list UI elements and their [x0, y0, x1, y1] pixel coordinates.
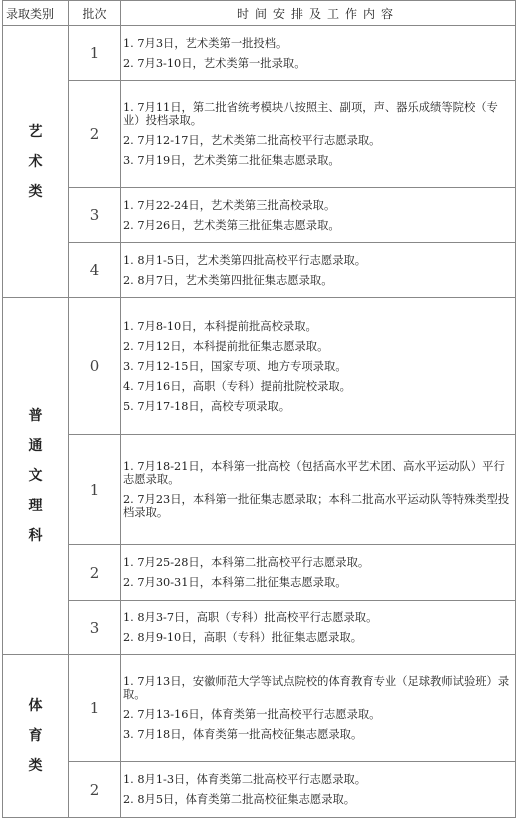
schedule-item: 2. 8月9-10日，高职（专科）批征集志愿录取。: [123, 631, 362, 644]
batch-number: 1: [69, 435, 121, 545]
schedule-item: 2. 8月7日，艺术类第四批征集志愿录取。: [123, 273, 333, 287]
header-category: 录取类别: [3, 1, 69, 26]
schedule-item: 3. 7月18日，体育类第一批高校征集志愿录取。: [123, 728, 363, 741]
schedule-content: [121, 762, 516, 818]
header-content: 时间安排及工作内容: [121, 1, 516, 26]
schedule-item: 4. 7月16日，高职（专科）提前批院校录取。: [123, 379, 351, 393]
table-row: [3, 762, 516, 818]
schedule-content: [121, 435, 516, 545]
batch-number: 2: [69, 545, 121, 601]
batch-number: 0: [69, 298, 121, 435]
schedule-content: [121, 655, 516, 762]
category-label: 普 通 文 理 科: [28, 408, 43, 544]
schedule-item: 2. 7月12日，本科提前批征集志愿录取。: [123, 339, 329, 353]
batch-number: 2: [69, 762, 121, 818]
category-cell: [3, 26, 69, 298]
table-row: [3, 545, 516, 601]
batch-number: 1: [69, 26, 121, 81]
schedule-item: 1. 7月22-24日，艺术类第三批高校录取。: [123, 198, 336, 212]
schedule-item: 1. 7月18-21日，本科第一批高校（包括高水平艺术团、高水平运动队）平行志愿录取。: [123, 460, 505, 486]
schedule-item: 1. 8月1-3日，体育类第二批高校平行志愿录取。: [123, 773, 367, 786]
table-body: [3, 26, 516, 818]
schedule-item: 2. 7月26日，艺术类第三批征集志愿录取。: [123, 218, 340, 232]
category-label: 艺 术 类: [28, 123, 43, 200]
header-row: [3, 1, 516, 26]
schedule-item: 5. 7月17-18日，高校专项录取。: [123, 399, 291, 413]
table-row: [3, 188, 516, 243]
category-cell: [3, 298, 69, 655]
schedule-content: [121, 81, 516, 188]
schedule-item: 1. 7月13日，安徽师范大学等试点院校的体育教育专业（足球教师试验班）录取。: [123, 675, 510, 701]
schedule-item: 1. 7月25-28日，本科第二批高校平行志愿录取。: [123, 556, 370, 569]
schedule-item: 2. 7月23日，本科第一批征集志愿录取；本科二批高水平运动队等特殊类型投档录取。: [123, 493, 510, 519]
batch-number: 3: [69, 188, 121, 243]
table-row: [3, 26, 516, 81]
admission-schedule-table: [2, 0, 516, 818]
batch-number: 4: [69, 243, 121, 298]
schedule-content: [121, 298, 516, 435]
schedule-content: [121, 26, 516, 81]
schedule-item: 1. 8月1-5日，艺术类第四批高校平行志愿录取。: [123, 253, 367, 267]
batch-number: 2: [69, 81, 121, 188]
schedule-item: 2. 8月5日，体育类第二批高校征集志愿录取。: [123, 793, 356, 806]
schedule-content: [121, 188, 516, 243]
table-row: [3, 298, 516, 435]
batch-number: 1: [69, 655, 121, 762]
header-batch: 批次: [69, 1, 121, 26]
table-row: [3, 655, 516, 762]
schedule-item: 1. 7月8-10日，本科提前批高校录取。: [123, 319, 317, 333]
schedule-item: 3. 7月12-15日，国家专项、地方专项录取。: [123, 359, 347, 373]
table-row: [3, 601, 516, 655]
schedule-item: 1. 7月3日，艺术类第一批投档。: [123, 36, 288, 50]
category-label: 体 育 类: [28, 698, 43, 774]
table-row: [3, 435, 516, 545]
schedule-item: 1. 8月3-7日，高职（专科）批高校平行志愿录取。: [123, 611, 378, 624]
schedule-content: [121, 243, 516, 298]
table-row: [3, 243, 516, 298]
schedule-item: 2. 7月3-10日，艺术类第一批录取。: [123, 56, 306, 70]
schedule-item: 3. 7月19日，艺术类第二批征集志愿录取。: [123, 154, 340, 167]
category-cell: [3, 655, 69, 818]
schedule-item: 2. 7月12-17日，艺术类第二批高校平行志愿录取。: [123, 134, 381, 147]
schedule-item: 1. 7月11日，第二批省统考模块八按照主、副项，声、器乐成绩等院校（专业）投档录取。: [123, 101, 498, 127]
table-row: [3, 81, 516, 188]
schedule-item: 2. 7月30-31日，本科第二批征集志愿录取。: [123, 576, 347, 589]
schedule-item: 2. 7月13-16日，体育类第一批高校平行志愿录取。: [123, 708, 381, 721]
schedule-content: [121, 601, 516, 655]
schedule-content: [121, 545, 516, 601]
batch-number: 3: [69, 601, 121, 655]
